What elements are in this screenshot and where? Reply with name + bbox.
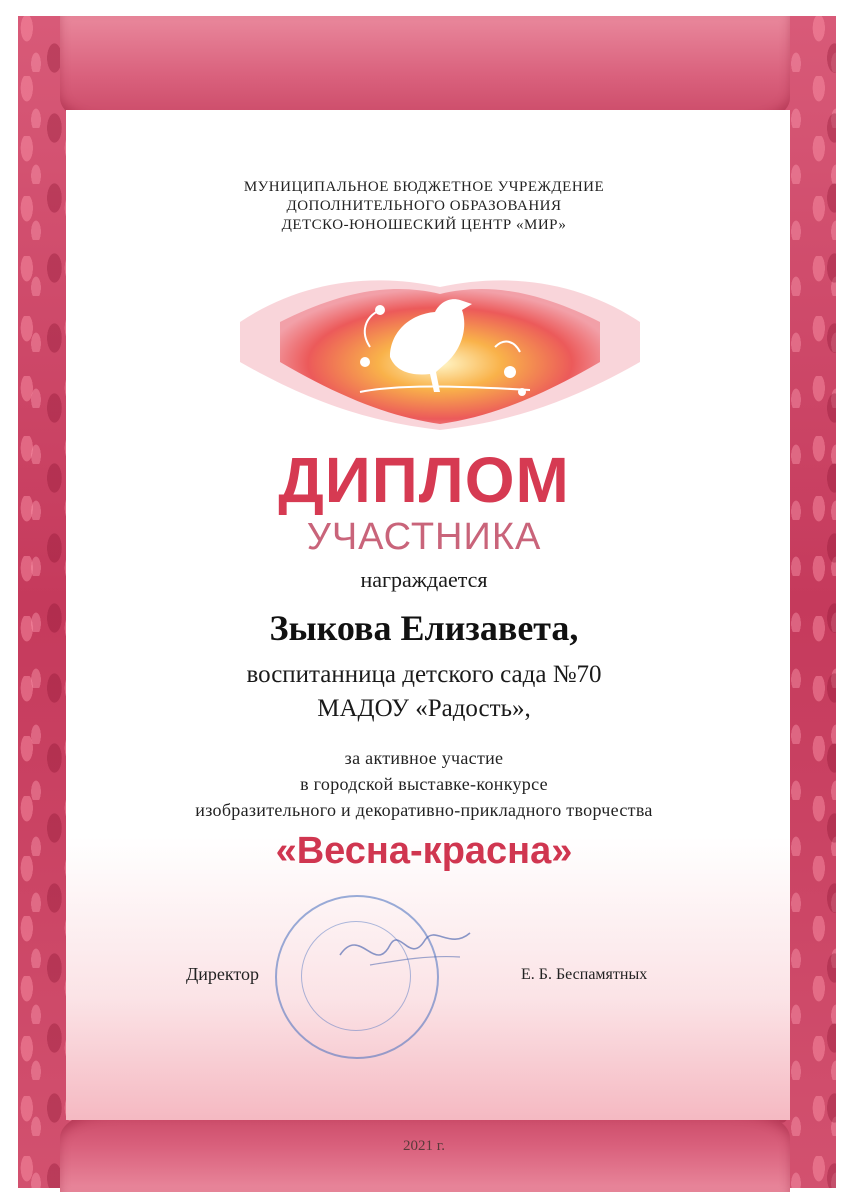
signatory-name: Е. Б. Беспамятных bbox=[521, 966, 648, 983]
award-reason bbox=[0, 745, 848, 823]
recipient-detail-line-2: МАДОУ «Радость», bbox=[317, 695, 531, 722]
award-reason-line-1: за активное участие bbox=[344, 748, 504, 768]
organization-line-2: ДОПОЛНИТЕЛЬНОГО ОБРАЗОВАНИЯ bbox=[286, 198, 562, 214]
diploma-subtitle: УЧАСТНИКА bbox=[306, 516, 542, 558]
signatory-title: Директор bbox=[186, 964, 260, 984]
award-reason-line-3: изобразительного и декоративно-прикладного творчества bbox=[195, 800, 653, 820]
bird-on-branch-icon bbox=[240, 252, 640, 432]
awarded-label: награждается bbox=[360, 567, 488, 592]
award-reason-line-2: в городской выставке-конкурсе bbox=[300, 774, 548, 794]
organization-line-1: МУНИЦИПАЛЬНОЕ БЮДЖЕТНОЕ УЧРЕЖДЕНИЕ bbox=[243, 179, 605, 195]
director-signature bbox=[330, 905, 480, 995]
organization-header bbox=[0, 178, 848, 235]
recipient-details bbox=[0, 658, 848, 726]
contest-name: «Весна-красна» bbox=[275, 830, 573, 872]
issue-year: 2021 г. bbox=[403, 1138, 445, 1154]
recipient-name: Зыкова Елизавета, bbox=[269, 608, 579, 648]
diploma-title: ДИПЛОМ bbox=[278, 444, 570, 516]
organization-line-3: ДЕТСКО-ЮНОШЕСКИЙ ЦЕНТР «МИР» bbox=[281, 217, 567, 233]
recipient-detail-line-1: воспитанница детского сада №70 bbox=[246, 661, 602, 688]
